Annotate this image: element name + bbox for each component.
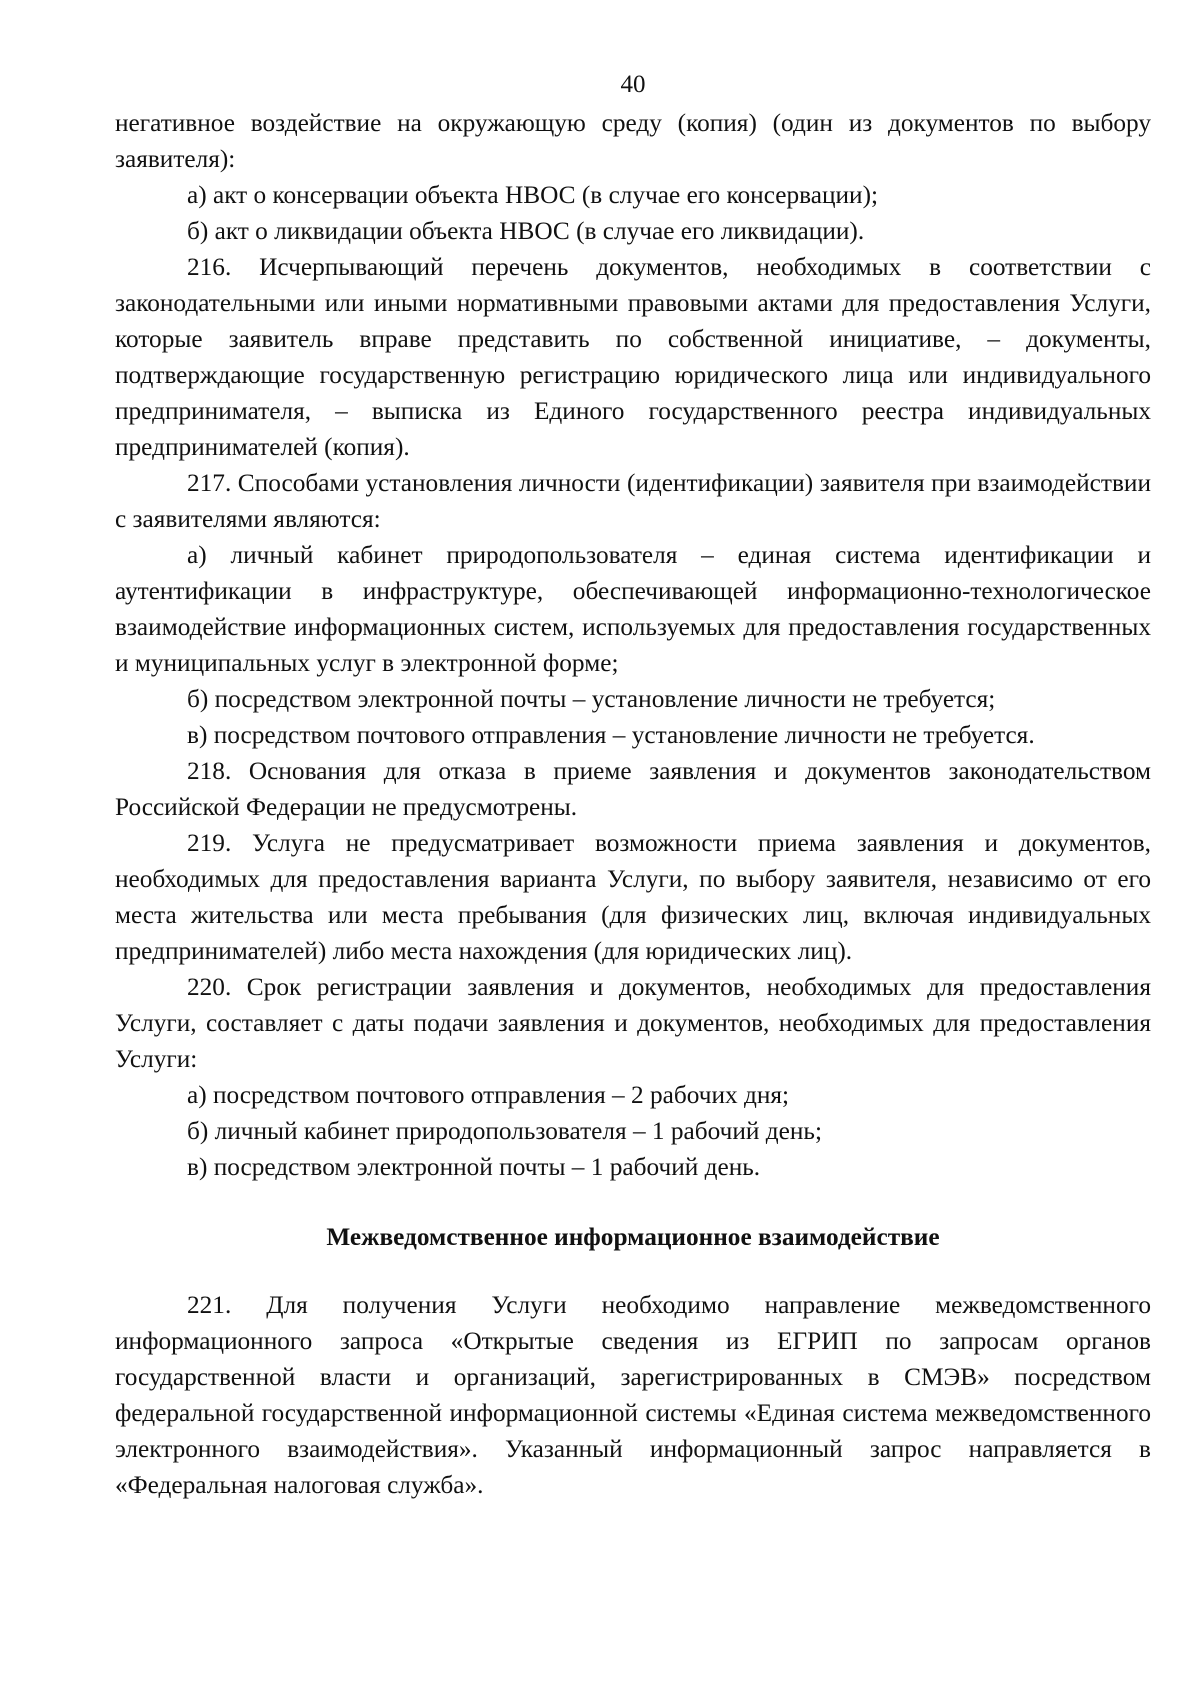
paragraph-219: 219. Услуга не предусматривает возможности приема заявления и документов, необходимых для предоставления варианта Услуги, по выбору заявителя, независимо от его места жительства или места пребывания (для физических лиц, включая индивидуальных предпринимателей) либо места нахождения (для юридических лиц).: [115, 829, 1151, 965]
paragraph-220-item-b: б) личный кабинет природопользователя – 1 рабочий день;: [187, 1117, 822, 1145]
paragraph-217-item-b: б) посредством электронной почты – установление личности не требуется;: [187, 685, 996, 713]
paragraph-item-b-liquidation: б) акт о ликвидации объекта НВОС (в случае его ликвидации).: [187, 217, 865, 245]
paragraph-217-item-a: а) личный кабинет природопользователя – единая система идентификации и аутентификации в инфраструктуре, обеспечивающей информационно-технологическое взаимодействие информационных систем, используемых для предоставления государственных и муниципальных услуг в электронной форме;: [115, 541, 1151, 677]
body-text-before-heading: [115, 105, 1151, 1185]
paragraph-217: 217. Способами установления личности (идентификации) заявителя при взаимодействии с заявителями являются:: [115, 469, 1151, 533]
body-text-after-heading: [115, 1287, 1151, 1503]
paragraph-220-item-c: в) посредством электронной почты – 1 рабочий день.: [187, 1153, 761, 1181]
paragraph-221: 221. Для получения Услуги необходимо направление межведомственного информационного запроса «Открытые сведения из ЕГРИП по запросам органов государственной власти и организаций, зарегистрированных в СМЭВ» посредством федеральной государственной информационной системы «Единая система межведомственного электронного взаимодействия». Указанный информационный запрос направляется в «Федеральная налоговая служба».: [115, 1291, 1151, 1499]
document-page: [115, 68, 1151, 1503]
paragraph-216: 216. Исчерпывающий перечень документов, необходимых в соответствии с законодательными или иными нормативными правовыми актами для предоставления Услуги, которые заявитель вправе представить по собственной инициативе, – документы, подтверждающие государственную регистрацию юридического лица или индивидуального предпринимателя, – выписка из Единого государственного реестра индивидуальных предпринимателей (копия).: [115, 253, 1151, 461]
paragraph-220-item-a: а) посредством почтового отправления – 2 рабочих дня;: [187, 1081, 790, 1109]
paragraph-217-item-c: в) посредством почтового отправления – установление личности не требуется.: [187, 721, 1035, 749]
section-heading: Межведомственное информационное взаимодействие: [326, 1223, 940, 1251]
paragraph-continuation: негативное воздействие на окружающую среду (копия) (один из документов по выбору заявителя):: [115, 109, 1151, 173]
paragraph-218: 218. Основания для отказа в приеме заявления и документов законодательством Российской Федерации не предусмотрены.: [115, 757, 1151, 821]
paragraph-item-a-conservation: а) акт о консервации объекта НВОС (в случае его консервации);: [187, 181, 879, 209]
page-number: 40: [620, 71, 646, 98]
paragraph-220: 220. Срок регистрации заявления и документов, необходимых для предоставления Услуги, составляет с даты подачи заявления и документов, необходимых для предоставления Услуги:: [115, 973, 1151, 1073]
